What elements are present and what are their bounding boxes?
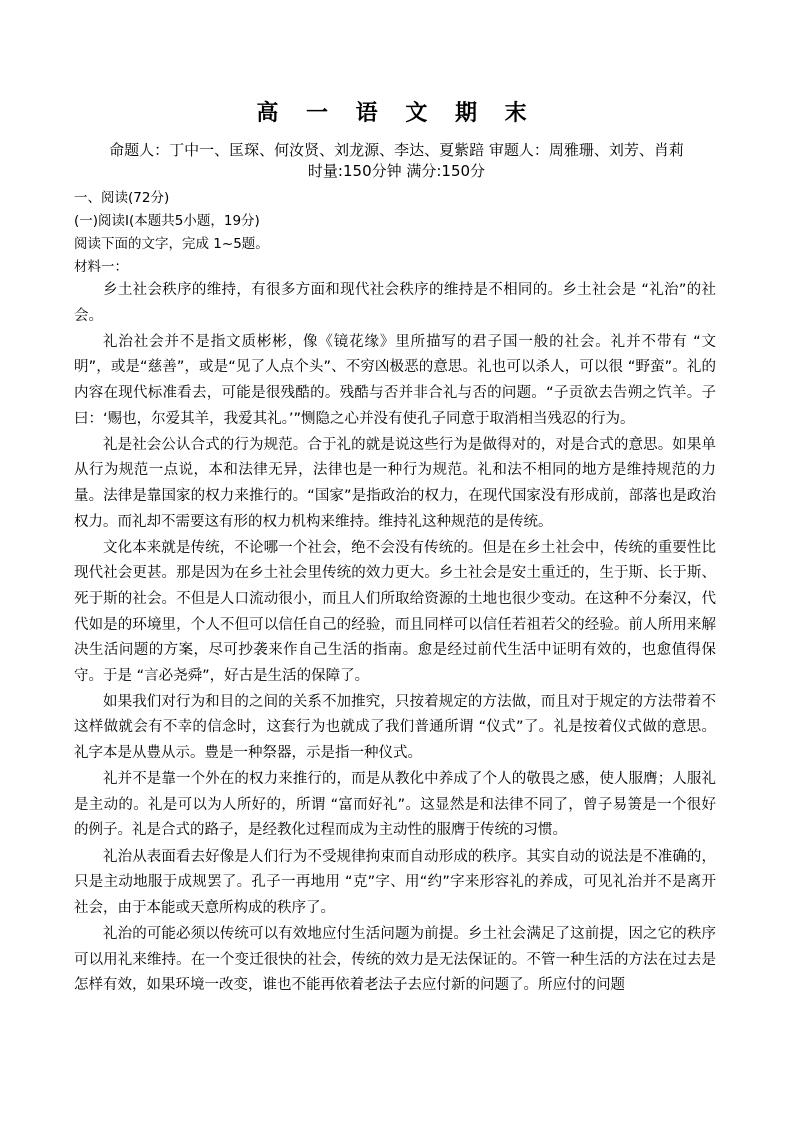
time-score-line: 时量:150分钟 满分:150分 — [307, 162, 486, 180]
passage-paragraph: 如果我们对行为和目的之间的关系不加推究，只按着规定的方法做，而且对于规定的方法带着不这样做就会有不幸的信念时，这套行为也就成了我们普通所谓 “仪式”了。礼是按着仪式做的意思。礼字本是从豊从示。豊是一种祭器，示是指一种仪式。 — [74, 693, 716, 762]
passage-paragraph: 乡土社会秩序的维持，有很多方面和现代社会秩序的维持是不相同的。乡土社会是 “礼治”的社会。 — [74, 282, 716, 324]
passage-paragraph: 礼是社会公认合式的行为规范。合于礼的就是说这些行为是做得对的，对是合式的意思。如果单从行为规范一点说，本和法律无异，法律也是一种行为规范。礼和法不相同的地方是维持规范的力量。法律是靠国家的权力来推行的。“国家”是指政治的权力，在现代国家没有形成前，部落也是政治权力。而礼却不需要这有形的权力机构来维持。维持礼这种规范的是传统。 — [74, 436, 716, 530]
exam-title: 高 一 语 文 期 末 — [256, 100, 537, 126]
exam-header-info — [0, 140, 793, 182]
section-subheading: (一)阅读Ⅰ(本题共5小题，19分) — [74, 213, 260, 229]
material-label: 材料一： — [74, 259, 128, 275]
instruction-line: 阅读下面的文字，完成 1~5题。 — [74, 236, 269, 252]
passage-paragraph: 礼治的可能必须以传统可以有效地应付生活问题为前提。乡土社会满足了这前提，因之它的秩序可以用礼来维持。在一个变迁很快的社会，传统的效力是无法保证的。不管一种生活的方法在过去是怎样有效，如果环境一改变，谁也不能再依着老法子去应付新的问题了。所应付的问题 — [74, 926, 716, 994]
section-heading: 一、阅读(72分) — [74, 190, 170, 206]
passage-body — [74, 278, 716, 999]
passage-paragraph: 文化本来就是传统，不论哪一个社会，绝不会没有传统的。但是在乡土社会中，传统的重要性比现代社会更甚。那是因为在乡土社会里传统的效力更大。乡土社会是安土重迁的，生于斯、长于斯、死于斯的社会。不但是人口流动很小，而且人们所取给资源的土地也很少变动。在这种不分秦汉，代代如是的环境里，个人不但可以信任自己的经验，而且同样可以信任若祖若父的经验。前人所用来解决生活问题的方案，尽可抄袭来作自己生活的指南。愈是经过前代生活中证明有效的，也愈值得保守。于是 “言必尧舜”，好古是生活的保障了。 — [74, 539, 716, 684]
passage-paragraph: 礼治社会并不是指文质彬彬，像《镜花缘》里所描写的君子国一般的社会。礼并不带有 “文明”，或是“慈善”，或是“见了人点个头”、不穷凶极恶的意思。礼也可以杀人，可以很 “野蛮”。礼的内容在现代标准看去，可能是很残酷的。残酷与否并非合礼与否的问题。“子贡欲去告朔之饩羊。子曰：‘赐也，尔爱其羊，我爱其礼。’”恻隐之心并没有使孔子同意于取消相当残忍的行为。 — [74, 333, 716, 427]
passage-paragraph: 礼治从表面看去好像是人们行为不受规律拘束而自动形成的秩序。其实自动的说法是不准确的，只是主动地服于成规罢了。孔子一再地用 “克”字、用“约”字来形容礼的养成，可见礼治并不是离开社会，由于本能或天意所构成的秩序了。 — [74, 848, 716, 916]
authors-line: 命题人：丁中一、匡琛、何汝贤、刘龙源、李达、夏紫踣 审题人：周雅珊、刘芳、肖莉 — [109, 141, 684, 159]
passage-paragraph: 礼并不是靠一个外在的权力来推行的，而是从教化中养成了个人的敬畏之感，使人服膺；人服礼是主动的。礼是可以为人所好的，所谓 “富而好礼”。这显然是和法律不同了，曾子易箦是一个很好的例子。礼是合式的路子，是经教化过程而成为主动性的服膺于传统的习惯。 — [74, 771, 716, 839]
